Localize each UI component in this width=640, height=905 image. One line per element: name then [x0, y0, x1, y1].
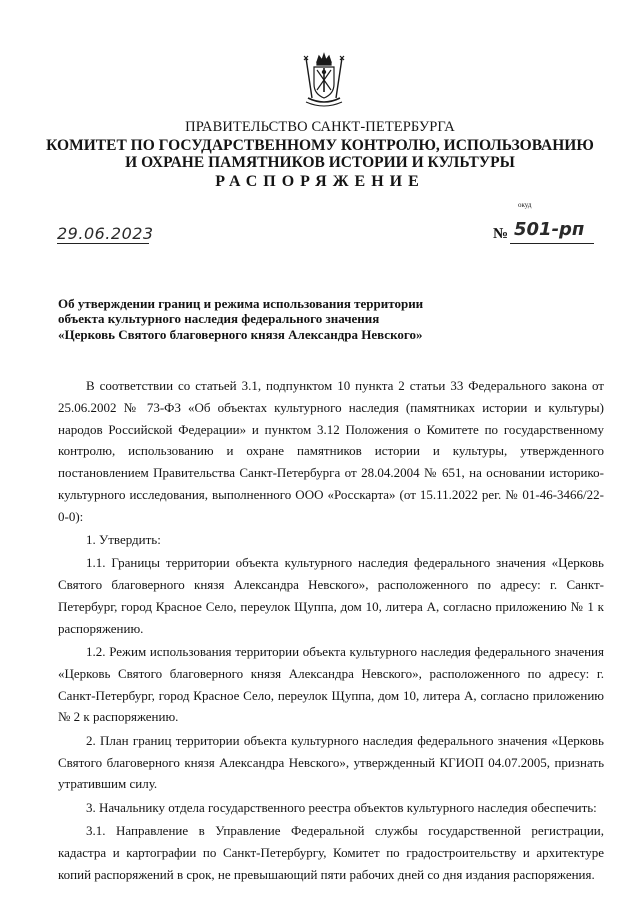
paragraph-1-2: 1.2. Режим использования территории объекта культурного наследия федерального значения «Церковь Святого благоверного князя Александра Невского», расположенного по адресу: г. Санкт-Петербург, город Красное Село, переулок Щуппа, дом 10, литера А, согласно приложению № 2 к распоряжению.: [58, 644, 604, 725]
paragraph-3-1: 3.1. Направление в Управление Федеральной службы государственной регистрации, кадастра и картографии по Санкт-Петербургу, Комитет по градостроительству и архитектуре копий распоряжений в срок, не превышающий пяти рабочих дней со дня издания распоряжения.: [58, 822, 604, 882]
document-type: РАСПОРЯЖЕНИЕ: [215, 173, 425, 190]
coat-of-arms-icon: [300, 52, 348, 108]
committee-name: [0, 137, 640, 171]
document-date: 29.06.2023: [57, 224, 154, 243]
number-label: №: [493, 226, 509, 242]
number-underline: [510, 243, 594, 244]
title-line-3: «Церковь Святого благоверного князя Александра Невского»: [58, 326, 423, 342]
paragraph-3: 3. Начальнику отдела государственного реестра объектов культурного наследия обеспечить:: [86, 799, 597, 815]
document-number: 501-рп: [514, 219, 585, 240]
document-title: [58, 296, 578, 342]
committee-name-line-2: И ОХРАНЕ ПАМЯТНИКОВ ИСТОРИИ И КУЛЬТУРЫ: [125, 154, 515, 171]
committee-name-line-1: КОМИТЕТ ПО ГОСУДАРСТВЕННОМУ КОНТРОЛЮ, ИСПОЛЬЗОВАНИЮ: [46, 137, 594, 154]
title-line-2: объекта культурного наследия федерального значения: [58, 311, 380, 327]
paragraph-2: 2. План границ территории объекта культурного наследия федерального значения «Церковь Святого благоверного князя Александра Невского», утвержденный КГИОП 04.07.2005, признать утратившим силу.: [58, 732, 604, 792]
paragraph-1-1: 1.1. Границы территории объекта культурного наследия федерального значения «Церковь Святого благоверного князя Александра Невского», расположенного по адресу: г. Санкт-Петербург, город Красное Село, переулок Щуппа, дом 10, литера А, согласно приложению № 1 к распоряжению.: [58, 555, 604, 636]
paragraph-1: 1. Утвердить:: [86, 532, 161, 548]
okud-label: окуд: [518, 201, 532, 209]
title-line-1: Об утверждении границ и режима использования территории: [58, 296, 424, 311]
paragraph-preamble: В соответствии со статьей 3.1, подпунктом 10 пункта 2 статьи 33 Федерального закона от 25.06.2002 № 73-ФЗ «Об объектах культурного наследия (памятниках истории и культуры) народов Российской Федерации» и пунктом 3.12 Положения о Комитете по государственному контролю, использованию и охране памятников истории и культуры, утвержденного постановлением Правительства Санкт-Петербурга от 28.04.2004 № 651, на основании историко-культурного исследования, выполненного ООО «Росскарта» (от 15.11.2022 рег. № 01-46-3466/22-0-0):: [58, 378, 604, 524]
document-body: [58, 375, 604, 887]
government-name: ПРАВИТЕЛЬСТВО САНКТ-ПЕТЕРБУРГА: [185, 119, 455, 135]
date-underline: [57, 243, 149, 244]
